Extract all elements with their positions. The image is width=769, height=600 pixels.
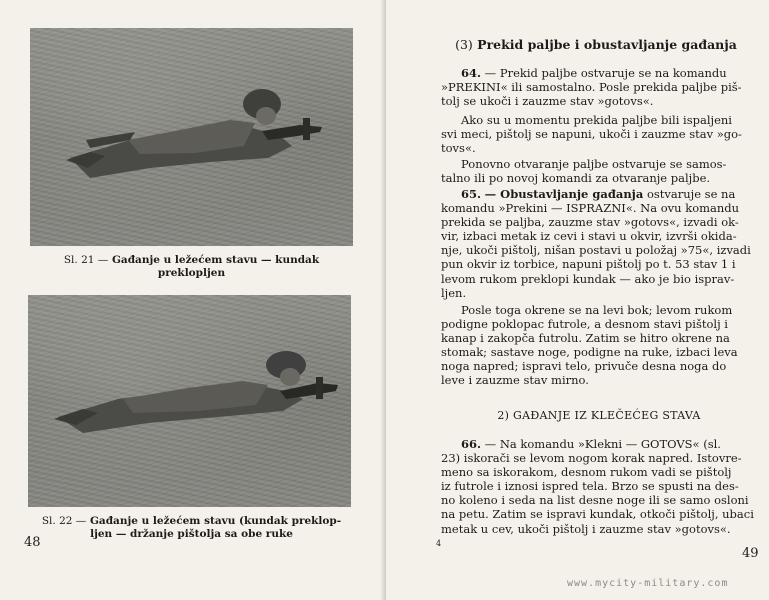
paragraph-66-line: meno sa iskorakom, desnom rukom vadi se pištolj (441, 465, 732, 480)
page-number-left: 48 (24, 535, 41, 550)
prone-soldier-drawing-2 (28, 295, 351, 507)
paragraph-65b-line: stomak; sastave noge, podigne na ruke, izbaci leva (441, 345, 738, 360)
figure-22-caption-line1: Gađanje u ležećem stavu (kundak preklop- (89, 515, 342, 527)
paragraph-64b-line: svi meci, pištolj se napuni, ukoči i zauzme stav »go- (441, 127, 742, 142)
paragraph-64c (441, 157, 757, 185)
paragraph-66-line: iz futrole i iznosi ispred tela. Brzo se spusti na des- (441, 479, 739, 494)
paragraph-66-line: metak u cev, ukoči pištolj i zauzme stav »gotovs«. (441, 521, 731, 536)
paragraph-65-line: ostvaruje se na (643, 187, 736, 201)
paragraph-65b-line: kanap i zakopča futrolu. Zatim se hitro okrene na (441, 331, 730, 346)
paragraph-65 (441, 187, 757, 300)
figure-21-caption-line2: preklopljen (157, 267, 226, 279)
paragraph-65-line: vir, izbaci metak iz cevi i stavi u okvir, izvrši okida- (441, 229, 737, 244)
paragraph-66 (441, 437, 757, 536)
printer-signature-mark: 4 (436, 539, 442, 548)
prone-soldier-drawing-1 (30, 28, 353, 246)
paragraph-64-number: 64. (461, 66, 482, 80)
left-page (0, 0, 384, 600)
paragraph-65b-line: leve i zauzme stav mirno. (441, 373, 589, 388)
paragraph-65b-line: noga napred; ispravi telo, privuče desna noga do (441, 359, 727, 374)
figure-21-caption-line1: Gađanje u ležećem stavu — kundak (111, 254, 320, 266)
paragraph-64-line: »PREKINI« ili samostalno. Posle prekida paljbe piš- (441, 80, 742, 95)
paragraph-66-number: 66. (461, 437, 482, 451)
subsection-heading: 2) GAĐANJE IZ KLEČEĆEG STAVA (497, 409, 701, 422)
paragraph-65-line: levom rukom preklopi kundak — ako je bio isprav- (441, 271, 735, 286)
paragraph-65-line: prekida se paljba, zauzme stav »gotovs«, izvadi ok- (441, 215, 739, 230)
paragraph-64 (441, 66, 757, 108)
paragraph-64b (441, 113, 757, 155)
paragraph-65-number: 65. (461, 187, 482, 201)
figure-22-photo (28, 295, 351, 507)
paragraph-65-line: pun okvir iz torbice, napuni pištolj po t. 53 stav 1 i (441, 257, 736, 272)
paragraph-65b-line: Posle toga okrene se na levi bok; levom rukom (461, 303, 733, 317)
figure-22-number: Sl. 22 — (41, 515, 87, 527)
figure-21-number: Sl. 21 — (63, 254, 109, 266)
paragraph-65-title: — Obustavljanje gađanja (484, 187, 644, 201)
section-heading-text: Prekid paljbe i obustavljanje gađanja (477, 37, 737, 52)
paragraph-66-line: 23) iskorači se levom nogom korak napred. Istovre- (441, 451, 742, 466)
paragraph-65b-line: podigne poklopac futrole, a desnom stavi pištolj i (441, 317, 728, 332)
paragraph-65-line: ljen. (441, 285, 467, 300)
paragraph-64-line: tolj se ukoči i zauzme stav »gotovs«. (441, 94, 654, 109)
paragraph-66-line: na petu. Zatim se ispravi kundak, otkoči pištolj, ubaci (441, 507, 754, 522)
paragraph-65b (441, 303, 757, 388)
page-number-right: 49 (742, 546, 759, 561)
paragraph-66-line: — Na komandu »Klekni — GOTOVS« (sl. (484, 437, 721, 451)
paragraph-64c-line: Ponovno otvaranje paljbe ostvaruje se samos- (461, 157, 727, 171)
paragraph-64b-line: tovs«. (441, 141, 476, 156)
site-watermark: www.mycity-military.com (567, 578, 729, 589)
figure-21-photo (30, 28, 353, 246)
paragraph-65-line: komandu »Prekini — ISPRAZNI«. Na ovu komandu (441, 201, 740, 216)
paragraph-65-line: nje, ukoči pištolj, nišan postavi u položaj »75«, izvadi (441, 243, 751, 258)
paragraph-66-line: no koleno i seda na list desne noge ili se samo osloni (441, 493, 749, 508)
section-heading (441, 37, 751, 52)
section-heading-number: (3) (455, 37, 473, 52)
figure-22-caption-line2: ljen — držanje pištolja sa obe ruke (90, 528, 293, 540)
paragraph-64c-line: talno ili po novoj komandi za otvaranje paljbe. (441, 171, 711, 186)
paragraph-64-line: — Prekid paljbe ostvaruje se na komandu (484, 66, 727, 80)
paragraph-64b-line: Ako su u momentu prekida paljbe bili ispaljeni (461, 113, 732, 127)
figure-22-caption (30, 515, 353, 541)
figure-21-caption (30, 254, 353, 280)
